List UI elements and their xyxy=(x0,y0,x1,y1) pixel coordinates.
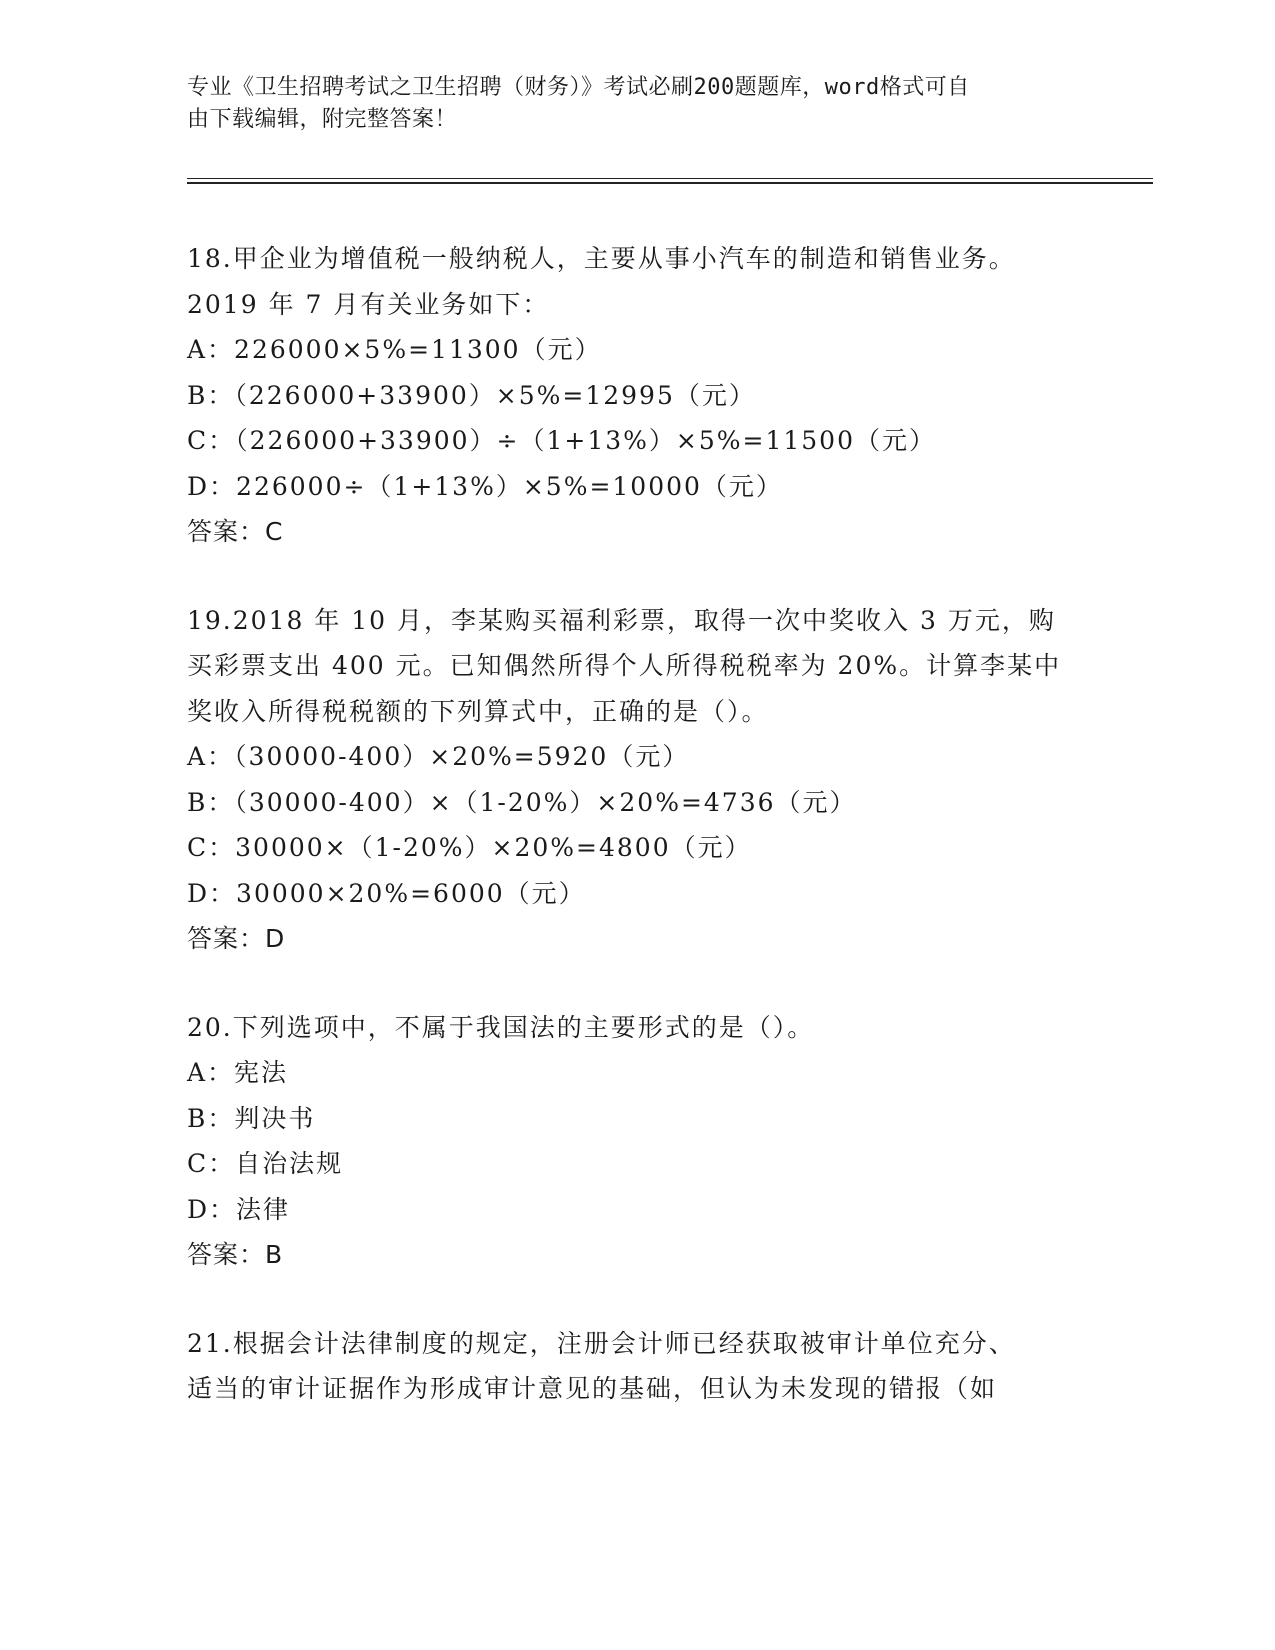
header-line-2: 由下载编辑，附完整答案！ xyxy=(187,107,458,132)
answer-label: 答案：B xyxy=(187,1240,284,1269)
option-b: B：（30000-400）×（1-20%）×20%=4736（元） xyxy=(187,787,857,817)
option-c: C：（226000+33900）÷（1+13%）×5%=11500（元） xyxy=(187,426,936,455)
question-stem-line: 适当的审计证据作为形成审计意见的基础，但认为未发现的错报（如 xyxy=(187,1374,998,1403)
answer-label: 答案：C xyxy=(187,517,284,546)
header-line-1: 专业《卫生招聘考试之卫生招聘（财务）》考试必刷200题题库，word格式可自 xyxy=(187,75,970,100)
question-20 xyxy=(187,1005,1087,1278)
option-d: D：30000×20%=6000（元） xyxy=(187,878,586,908)
option-c: C：30000×（1-20%）×20%=4800（元） xyxy=(187,833,752,862)
question-stem-line: 2019 年 7 月有关业务如下： xyxy=(187,289,550,319)
option-b: B：判决书 xyxy=(187,1103,316,1133)
question-18 xyxy=(187,236,1087,555)
question-stem-line: 奖收入所得税税额的下列算式中，正确的是（）。 xyxy=(187,696,769,726)
question-list xyxy=(187,236,1087,1412)
document-header xyxy=(187,72,1067,136)
question-21 xyxy=(187,1321,1087,1412)
option-a: A：226000×5%=11300（元） xyxy=(187,335,602,364)
option-b: B：（226000+33900）×5%=12995（元） xyxy=(187,380,756,410)
question-stem-line: 买彩票支出 400 元。已知偶然所得个人所得税税率为 20%。计算李某中 xyxy=(187,651,1062,680)
question-19 xyxy=(187,598,1087,962)
question-stem-line: 20.下列选项中，不属于我国法的主要形式的是（）。 xyxy=(187,1012,815,1042)
option-c: C：自治法规 xyxy=(187,1149,344,1178)
header-divider-thick xyxy=(187,182,1153,184)
option-d: D：226000÷（1+13%）×5%=10000（元） xyxy=(187,471,783,501)
header-divider-thin xyxy=(187,178,1153,179)
answer-label: 答案：D xyxy=(187,924,286,953)
option-a: A：（30000-400）×20%=5920（元） xyxy=(187,742,690,771)
question-stem-line: 21.根据会计法律制度的规定，注册会计师已经获取被审计单位充分、 xyxy=(187,1328,1016,1358)
question-stem-line: 18.甲企业为增值税一般纳税人，主要从事小汽车的制造和销售业务。 xyxy=(187,244,1016,273)
option-d: D：法律 xyxy=(187,1194,291,1224)
question-stem-line: 19.2018 年 10 月，李某购买福利彩票，取得一次中奖收入 3 万元，购 xyxy=(187,605,1056,635)
option-a: A：宪法 xyxy=(187,1058,289,1087)
